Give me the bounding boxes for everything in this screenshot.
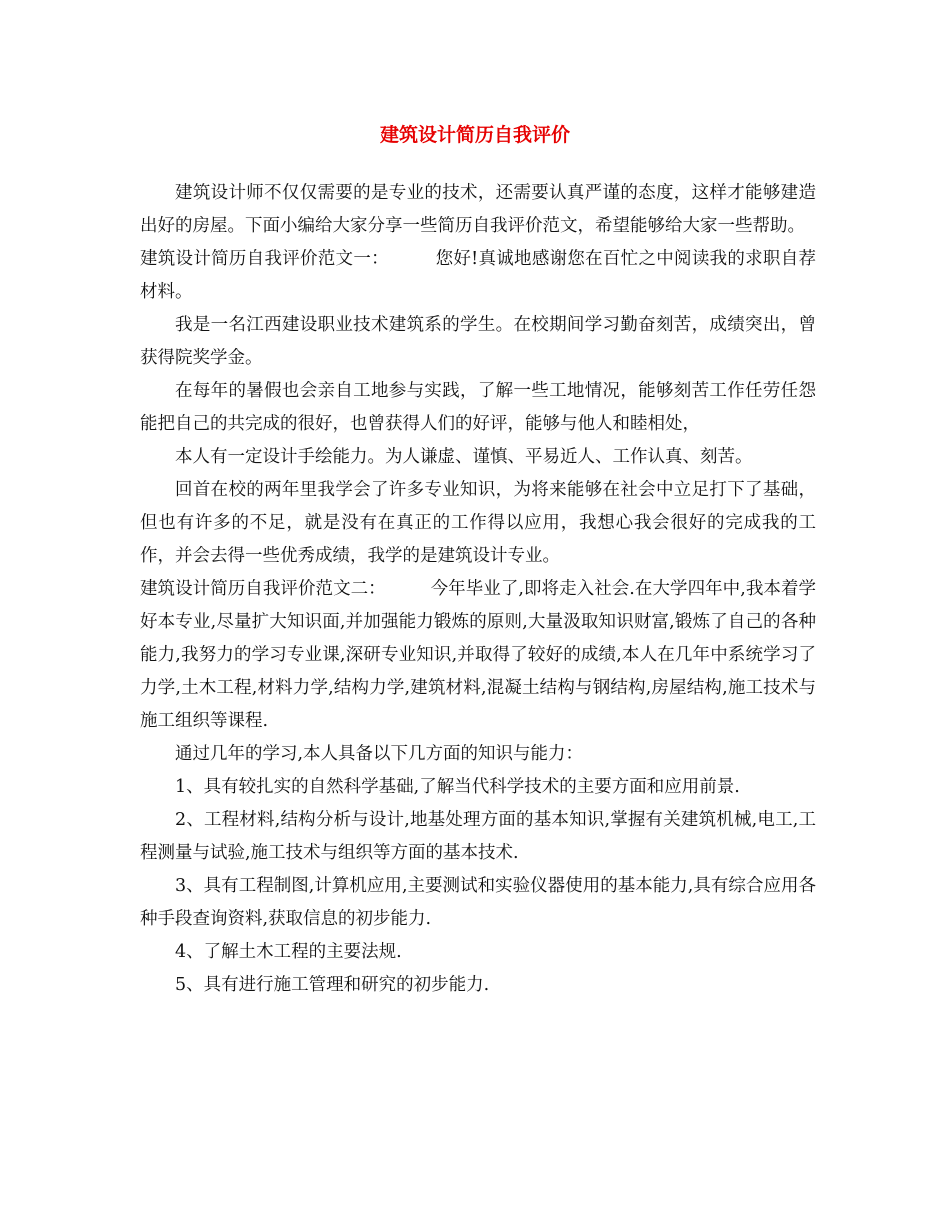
ability-paragraph: 本人有一定设计手绘能力。为人谦虚、谨慎、平易近人、工作认真、刻苦。 — [175, 447, 753, 467]
intro-paragraph: 建筑设计师不仅仅需要的是专业的技术，还需要认真严谨的态度，这样才能够建造出好的房屋。下面小编给大家分享一些简历自我评价范文，希望能够给大家一些帮助。 — [140, 183, 816, 236]
list-item: 1、具有较扎实的自然科学基础,了解当代科学技术的主要方面和应用前景. — [175, 777, 740, 797]
list-item: 4、了解土木工程的主要法规. — [175, 942, 402, 962]
document-title: 建筑设计简历自我评价 — [379, 124, 570, 146]
sample-two-paragraph: 建筑设计简历自我评价范文二： 今年毕业了,即将走入社会.在大学四年中,我本着学好本专业,尽量扩大知识面,并加强能力锻炼的原则,大量汲取知识财富,锻炼了自己的各种能力,我努力的学习专业课,深研专业知识,并取得了较好的成绩,本人在几年中系统学习了力学,土木工程,材料力学,结构力学,建筑材料,混凝土结构与钢结构,房屋结构,施工技术与施工组织等课程. — [140, 579, 816, 731]
list-item: 2、工程材料,结构分析与设计,地基处理方面的基本知识,掌握有关建筑机械,电工,工程测量与试验,施工技术与组织等方面的基本技术. — [140, 810, 816, 863]
document-body — [140, 177, 816, 1002]
sample-one-paragraph: 建筑设计简历自我评价范文一： 您好!真诚地感谢您在百忙之中阅读我的求职自荐材料。 — [140, 249, 816, 302]
list-item: 5、具有进行施工管理和研究的初步能力. — [175, 975, 490, 995]
student-paragraph: 我是一名江西建设职业技术建筑系的学生。在校期间学习勤奋刻苦，成绩突出，曾获得院奖学金。 — [140, 315, 816, 368]
list-intro-paragraph: 通过几年的学习,本人具备以下几方面的知识与能力： — [175, 744, 584, 764]
practice-paragraph: 在每年的暑假也会亲自工地参与实践，了解一些工地情况，能够刻苦工作任劳任怨能把自己的共完成的很好，也曾获得人们的好评，能够与他人和睦相处， — [140, 381, 816, 434]
review-paragraph: 回首在校的两年里我学会了许多专业知识，为将来能够在社会中立足打下了基础，但也有许多的不足，就是没有在真正的工作得以应用，我想心我会很好的完成我的工作，并会去得一些优秀成绩，我学的是建筑设计专业。 — [140, 480, 816, 566]
list-item: 3、具有工程制图,计算机应用,主要测试和实验仪器使用的基本能力,具有综合应用各种手段查询资料,获取信息的初步能力. — [140, 876, 816, 929]
